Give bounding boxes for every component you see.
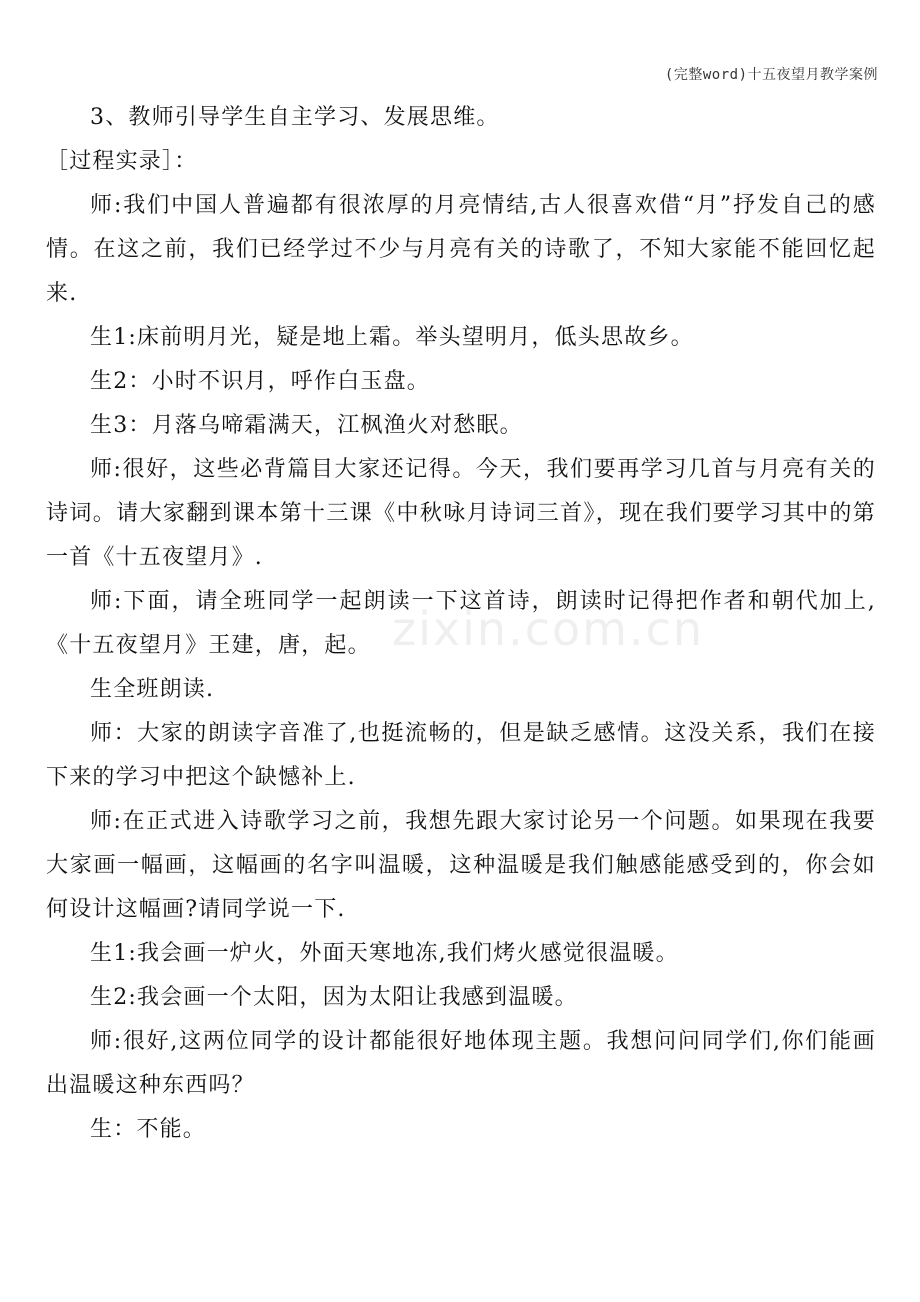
watermark: zixin.com.cn [392, 602, 705, 656]
page-header: (完整word)十五夜望月教学案例 [664, 67, 878, 83]
document-body [46, 96, 876, 1152]
paragraph-student-2-poem: 生2：小时不识月，呼作白玉盘。 [90, 369, 430, 394]
paragraph-teacher-feedback: 师：大家的朗读字音准了,也挺流畅的，但是缺乏感情。这没关系，我们在接下来的学习中把这个缺憾补上. [46, 721, 876, 790]
paragraph-teacher-followup: 师:很好,这两位同学的设计都能很好地体现主题。我想问问同学们,你们能画出温暖这种东西吗？ [46, 1029, 876, 1098]
paragraph-step-3: 3、教师引导学生自主学习、发展思维。 [90, 105, 500, 130]
paragraph-student-reply: 生：不能。 [90, 1117, 207, 1142]
paragraph-class-reading: 生全班朗读. [90, 677, 215, 702]
paragraph-teacher-question: 师:在正式进入诗歌学习之前，我想先跟大家讨论另一个问题。如果现在我要大家画一幅画，这幅画的名字叫温暖，这种温暖是我们触感能感受到的，你会如何设计这幅画?请同学说一下. [46, 809, 876, 922]
paragraph-process-record-heading: ［过程实录］： [46, 149, 198, 174]
paragraph-student-1-answer: 生1:我会画一炉火，外面天寒地冻,我们烤火感觉很温暖。 [90, 941, 679, 966]
paragraph-student-1-poem: 生1:床前明月光，疑是地上霜。举头望明月，低头思故乡。 [90, 325, 694, 350]
paragraph-student-2-answer: 生2:我会画一个太阳，因为太阳让我感到温暖。 [90, 985, 578, 1010]
paragraph-teacher-reading: 师:下面，请全班同学一起朗读一下这首诗，朗读时记得把作者和朝代加上,《十五夜望月》王建，唐，起。 [46, 589, 876, 658]
paragraph-student-3-poem: 生3：月落乌啼霜满天，江枫渔火对愁眠。 [90, 413, 523, 438]
paragraph-teacher-lesson: 师:很好，这些必背篇目大家还记得。今天，我们要再学习几首与月亮有关的诗词。请大家翻到课本第十三课《中秋咏月诗词三首》，现在我们要学习其中的第一首《十五夜望月》. [46, 457, 876, 570]
paragraph-teacher-intro: 师:我们中国人普遍都有很浓厚的月亮情结,古人很喜欢借“月”抒发自己的感情。在这之前，我们已经学过不少与月亮有关的诗歌了，不知大家能不能回忆起来. [46, 193, 876, 306]
